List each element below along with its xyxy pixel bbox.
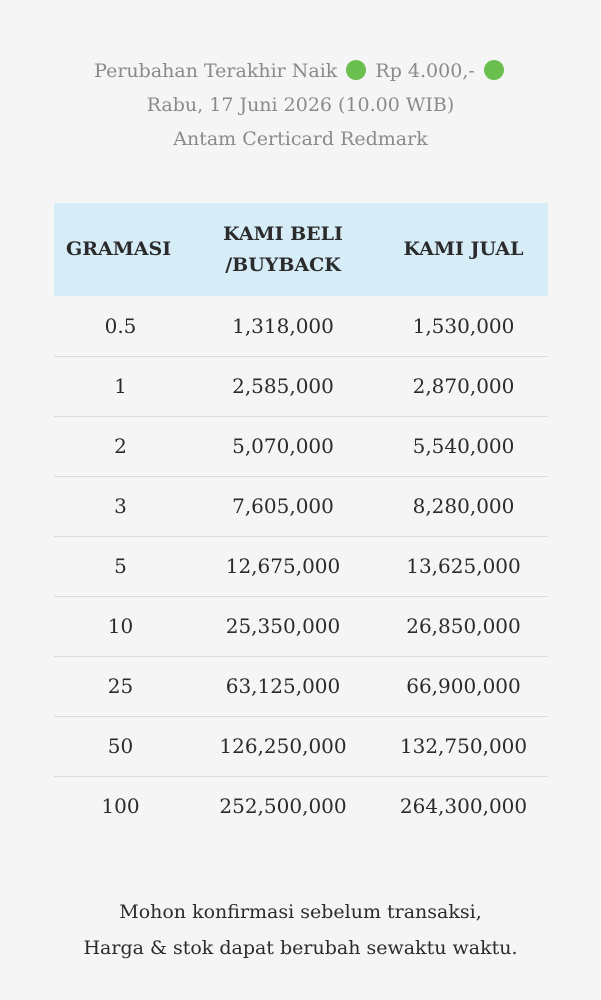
- column-header-sell: KAMI JUAL: [403, 238, 524, 260]
- buyback-price-cell: 12,675,000: [225, 554, 341, 578]
- sell-price-cell: 264,300,000: [399, 794, 528, 819]
- buyback-price-cell: 7,605,000: [232, 494, 334, 518]
- price-table-container: [54, 203, 548, 836]
- table-row: [54, 596, 548, 656]
- table-row: [54, 296, 548, 356]
- change-label: Perubahan Terakhir Naik: [94, 60, 338, 82]
- gramasi-cell: 1: [114, 374, 127, 398]
- product-name: Antam Certicard Redmark: [173, 128, 428, 150]
- buyback-price-cell: 126,250,000: [219, 734, 347, 758]
- gramasi-cell: 10: [107, 614, 134, 638]
- table-row: [54, 776, 548, 836]
- sell-price-cell: 2,870,000: [412, 374, 515, 398]
- column-header-buyback-line: KAMI BELI: [223, 222, 343, 245]
- disclaimer: [0, 894, 601, 966]
- change-line: [0, 54, 601, 88]
- sell-price-cell: 66,900,000: [406, 674, 521, 698]
- gramasi-cell: 0.5: [104, 313, 137, 338]
- change-amount: Rp 4.000,-: [375, 60, 475, 82]
- sell-price-cell: 8,280,000: [412, 494, 515, 518]
- buyback-price-cell: 25,350,000: [225, 614, 341, 638]
- table-row: [54, 656, 548, 716]
- sell-price-cell: 26,850,000: [406, 614, 521, 638]
- gramasi-cell: 2: [114, 434, 127, 458]
- price-table-body: [54, 296, 548, 836]
- update-date: Rabu, 17 Juni 2026 (10.00 WIB): [146, 94, 455, 116]
- table-row: [54, 356, 548, 416]
- gramasi-cell: 5: [114, 554, 127, 578]
- buyback-price-cell: 63,125,000: [225, 674, 341, 698]
- sell-price-cell: 132,750,000: [399, 734, 528, 758]
- gramasi-cell: 50: [107, 734, 134, 758]
- table-row: [54, 536, 548, 596]
- buyback-price-cell: 5,070,000: [232, 434, 334, 458]
- sell-price-cell: 1,530,000: [412, 313, 515, 338]
- disclaimer-line-1: Mohon konfirmasi sebelum transaksi,: [119, 901, 482, 923]
- price-update-header: [0, 54, 601, 156]
- green-dot-icon: [484, 60, 504, 80]
- gramasi-cell: 100: [101, 794, 140, 819]
- buyback-price-cell: 252,500,000: [219, 794, 347, 819]
- sell-price-cell: 5,540,000: [412, 434, 515, 458]
- table-header-row: [54, 203, 548, 296]
- table-row: [54, 416, 548, 476]
- table-row: [54, 476, 548, 536]
- gramasi-cell: 25: [107, 674, 134, 698]
- column-header-gramasi: GRAMASI: [66, 238, 172, 260]
- table-row: [54, 716, 548, 776]
- column-header-buyback: [187, 203, 379, 296]
- buyback-price-cell: 1,318,000: [232, 313, 334, 338]
- green-dot-icon: [346, 60, 366, 80]
- gramasi-cell: 3: [114, 494, 127, 518]
- buyback-price-cell: 2,585,000: [232, 374, 334, 398]
- column-header-buyback-line: /BUYBACK: [225, 253, 341, 276]
- price-table: [54, 203, 548, 836]
- price-table-header: [54, 203, 548, 296]
- disclaimer-line-2: Harga & stok dapat berubah sewaktu waktu.: [83, 937, 518, 959]
- sell-price-cell: 13,625,000: [406, 554, 521, 578]
